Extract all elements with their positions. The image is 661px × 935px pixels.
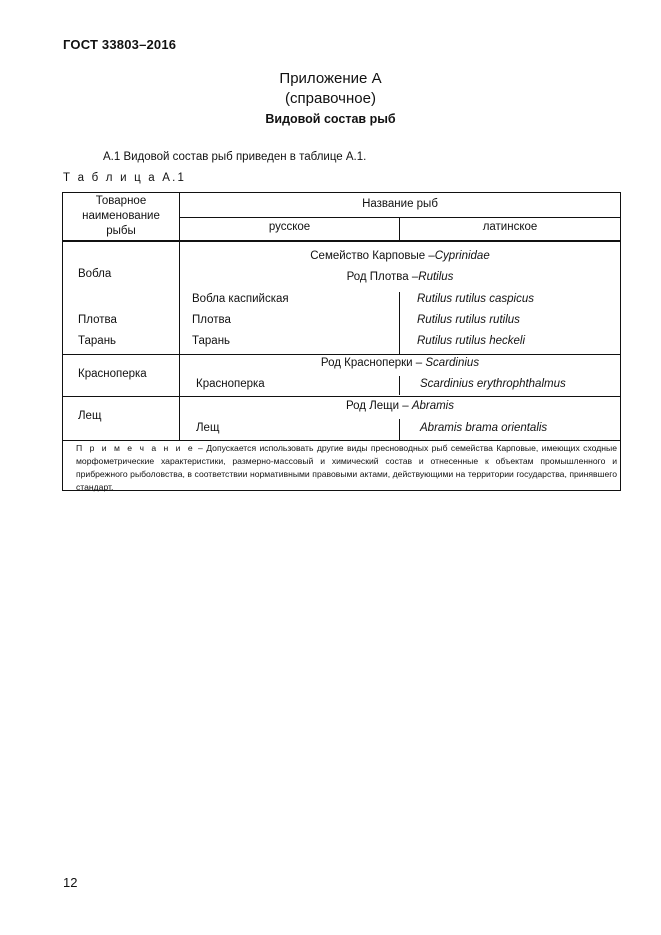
rutilus-lang-separator [399,292,400,354]
document-code: ГОСТ 33803–2016 [63,37,177,52]
russian-name: Красноперка [196,378,265,390]
species-table [62,192,621,491]
family-prefix: Семейство Карповые – [310,250,435,262]
intro-paragraph: А.1 Видовой состав рыб приведен в таблице А.1. [103,151,367,163]
table-note [76,442,617,494]
col-name-group-header: Название рыб [362,198,438,210]
appendix-title: Приложение А [279,70,382,87]
col-trade-line-3: рыбы [106,225,136,237]
scardinius-lang-separator [399,376,400,395]
latin-name: Rutilus rutilus caspicus [417,293,534,305]
trade-name: Тарань [78,335,117,347]
table-border-top [62,192,621,193]
col-latin-header: латинское [482,221,538,233]
genus-prefix: Род Красноперки – [320,357,426,369]
trade-name: Лещ [78,410,102,422]
genus-abramis [180,400,620,412]
genus-latin: Abramis [411,400,454,412]
appendix-heading: Видовой состав рыб [265,112,396,126]
trade-name: Вобла [78,268,112,280]
table-caption: Т а б л и ц а А.1 [63,172,187,184]
group-separator-1 [62,354,621,355]
family-latin: Cyprinidae [434,250,490,262]
col-russian-header: русское [268,221,311,233]
abramis-lang-separator [399,419,400,440]
header-bottom-line [62,240,621,242]
genus-prefix: Род Плотва – [346,271,419,283]
latin-name: Scardinius erythrophthalmus [420,378,566,390]
russian-name: Тарань [192,335,231,347]
note-label: П р и м е ч а н и е [76,443,195,453]
trade-name: Красноперка [78,368,147,380]
col-trade-line-2: наименование [82,210,160,222]
russian-name: Лещ [196,422,220,434]
genus-rutilus [180,271,620,283]
genus-latin: Scardinius [425,357,480,369]
col-trade-name-header [63,194,179,239]
note-separator [62,440,621,441]
genus-scardinius [180,357,620,369]
latin-name: Rutilus rutilus heckeli [417,335,526,347]
family-row [180,250,620,262]
note-text: – Допускается использовать другие виды пресноводных рыб семейства Карповые, имеющих сходные морфометрические характеристики, размерно-массовый и химический состав и отнесенные к объектам промышленного и прибрежного рыболовства, в соответствии нормативными правовыми актами, действующими на территории государства, принявшего стандарт. [76,443,617,492]
page-number: 12 [63,875,78,890]
group-separator-2 [62,396,621,397]
trade-name: Плотва [78,314,117,326]
genus-latin: Rutilus [418,271,454,283]
appendix-subtitle: (справочное) [285,90,376,107]
latin-name: Rutilus rutilus rutilus [417,314,520,326]
col-trade-line-1: Товарное [95,195,147,207]
latin-name: Abramis brama orientalis [420,422,548,434]
table-border-right [620,192,621,491]
russian-name: Вобла каспийская [192,293,289,305]
russian-name: Плотва [192,314,231,326]
genus-prefix: Род Лещи – [345,400,412,412]
